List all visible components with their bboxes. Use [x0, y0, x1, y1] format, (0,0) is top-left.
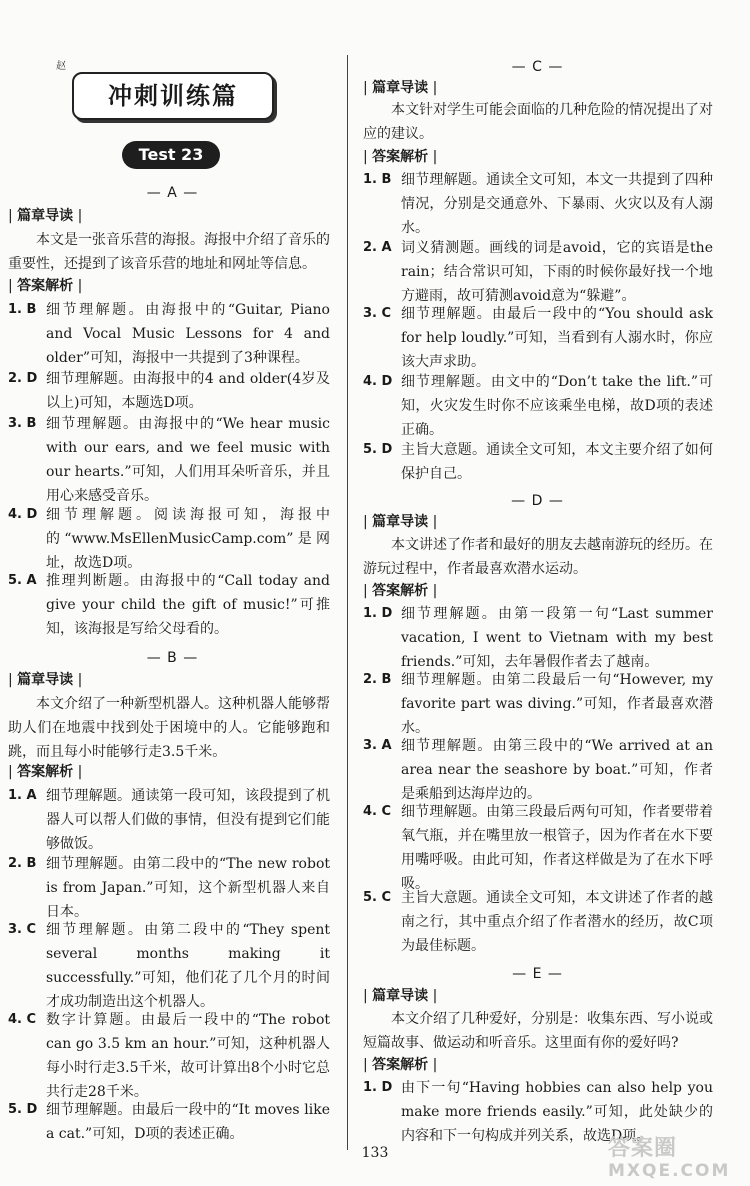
section-b-answers-heading: | 答案解析 | [8, 762, 82, 782]
section-e-guide-text: 本文介绍了几种爱好，分别是：收集东西、写小说或短篇故事、做运动和听音乐。这里面有你的爱好吗? [363, 1011, 713, 1051]
section-d-guide-text: 本文讲述了作者和最好的朋友去越南游玩的经历。在游玩过程中，作者最喜欢潜水运动。 [363, 537, 713, 577]
answer-text: 细节理解题。由最后一段中的“It moves like a cat.”可知，D项的表述正确。 [46, 1102, 330, 1142]
answer-number: 2. D [8, 371, 38, 386]
answer-item [8, 503, 330, 575]
section-e-answers-heading: | 答案解析 | [363, 1055, 437, 1075]
column-divider [347, 55, 348, 1150]
answer-item [363, 302, 713, 374]
answer-text: 细节理解题。通读第一段可知，该段提到了机器人可以帮人们做的事情，但没有提到它们能够做饭。 [46, 788, 330, 852]
answer-text: 细节理解题。由第一段第一句“Last summer vacation, I went to Vietnam with my best friends.”可知，去年暑假作者去了越南。 [401, 606, 713, 670]
answer-text: 数字计算题。由最后一段中的“The robot can go 3.5 km an hour.”可知，这种机器人每小时行走3.5千米，故可计算出8个小时它总共行走28千米。 [46, 1012, 330, 1100]
answer-number: 3. A [363, 738, 392, 753]
answer-number: 1. B [8, 302, 37, 317]
answer-item [363, 168, 713, 240]
section-d-label: — D — [511, 493, 564, 509]
answer-text: 词义猜测题。画线的词是avoid，它的宾语是the rain；结合常识可知，下雨的时候你最好找一个地方避雨，故可猜测avoid意为“躲避”。 [401, 240, 713, 304]
watermark-logo [608, 1138, 730, 1182]
section-c-guide-text: 本文针对学生可能会面临的几种危险的情况提出了对应的建议。 [363, 102, 713, 142]
answer-item [363, 668, 713, 740]
answer-number: 3. C [363, 306, 392, 321]
section-b-guide-heading: | 篇章导读 | [8, 670, 82, 690]
answer-number: 1. B [363, 172, 392, 187]
answer-number: 4. C [363, 804, 392, 819]
answer-text: 细节理解题。通读全文可知，本文一共提到了四种情况，分别是交通意外、下暴雨、火灾以及有人溺水。 [401, 172, 713, 236]
answer-item [363, 734, 713, 806]
answer-text: 推理判断题。由海报中的“Call today and give your child the gift of music!”可推知，该海报是写给父母看的。 [46, 573, 330, 637]
answer-text: 主旨大意题。通读全文可知，本文讲述了作者的越南之行，其中重点介绍了作者潜水的经历，故C项为最佳标题。 [401, 890, 713, 954]
answer-item [8, 1098, 330, 1146]
answer-number: 4. D [363, 374, 393, 389]
answer-text: 细节理解题。由海报中的4 and older(4岁及以上)可知，本题选D项。 [46, 371, 330, 411]
section-b-label: — B — [146, 650, 199, 666]
section-d-guide-heading: | 篇章导读 | [363, 512, 437, 532]
answer-item [8, 1008, 330, 1104]
answer-text: 细节理解题。由海报中的“We hear music with our ears, and we feel music with our hearts.”可知，人们用耳朵听音乐，并且用心来感受音乐。 [46, 416, 330, 504]
answer-number: 1. D [363, 1080, 393, 1095]
answer-number: 2. B [363, 672, 392, 687]
section-e-label: — E — [512, 966, 563, 982]
answer-number: 5. A [8, 573, 37, 588]
answer-item [363, 800, 713, 896]
answer-item [363, 438, 713, 486]
test-badge: Test 23 [122, 141, 220, 169]
answer-number: 4. D [8, 507, 38, 522]
answer-number: 1. A [8, 788, 37, 803]
answer-item [363, 236, 713, 308]
answer-item [363, 602, 713, 674]
answer-item [8, 852, 330, 924]
section-a-guide-text: 本文是一张音乐营的海报。海报中介绍了音乐的重要性，还提到了该音乐营的地址和网址等信息。 [8, 232, 330, 272]
section-title: 冲刺训练篇 [72, 72, 274, 120]
watermark-text: 答案圈 [608, 1136, 678, 1161]
answer-item [8, 569, 330, 641]
section-c-guide-heading: | 篇章导读 | [363, 78, 437, 98]
section-c-label: — C — [511, 59, 564, 75]
answer-number: 2. A [363, 240, 392, 255]
section-b-guide-text: 本文介绍了一种新型机器人。这种机器人能够帮助人们在地震中找到处于困境中的人。它能够跑和跳，而且每小时能够行走3.5千米。 [8, 696, 330, 760]
answer-text: 细节理解题。由最后一段中的“You should ask for help loudly.”可知，当看到有人溺水时，你应该大声求助。 [401, 306, 713, 370]
section-c-answers-heading: | 答案解析 | [363, 147, 437, 167]
page-number: 133 [361, 1145, 389, 1161]
answer-item [8, 412, 330, 508]
answer-number: 5. C [363, 890, 392, 905]
answer-text: 细节理解题。由文中的“Don’t take the lift.”可知，火灾发生时你不应该乘坐电梯，故D项的表述正确。 [401, 374, 713, 438]
section-a-answers-heading: | 答案解析 | [8, 276, 82, 296]
answer-number: 4. C [8, 1012, 37, 1027]
answer-number: 3. C [8, 922, 37, 937]
section-a-label: — A — [146, 185, 199, 201]
answer-item [8, 367, 330, 415]
answer-text: 主旨大意题。通读全文可知，本文主要介绍了如何保护自己。 [401, 442, 713, 482]
section-a-guide-heading: | 篇章导读 | [8, 206, 82, 226]
answer-item [363, 370, 713, 442]
watermark-url: MXQE.COM [608, 1161, 731, 1181]
answer-number: 1. D [363, 606, 393, 621]
answer-text: 细节理解题。由第二段中的“The new robot is from Japan.”可知，这个新型机器人来自日本。 [46, 856, 330, 920]
answer-text: 细节理解题。阅读海报可知，海报中的“www.MsEllenMusicCamp.com”是网址，故选D项。 [46, 507, 330, 571]
answer-text: 细节理解题。由第二段最后一句“However, my favorite part was diving.”可知，作者最喜欢潜水。 [401, 672, 713, 736]
answer-text: 细节理解题。由第二段中的“They spent several months making it successfully.”可知，他们花了几个月的时间才成功制造出这个机器人。 [46, 922, 330, 1010]
section-d-answers-heading: | 答案解析 | [363, 581, 437, 601]
section-e-guide-heading: | 篇章导读 | [363, 986, 437, 1006]
answer-item [8, 918, 330, 1014]
answer-item [8, 784, 330, 856]
answer-number: 3. B [8, 416, 37, 431]
answer-number: 2. B [8, 856, 37, 871]
answer-item [8, 298, 330, 370]
title-decoration: 赵 [56, 61, 66, 72]
answer-number: 5. D [8, 1102, 38, 1117]
answer-text: 细节理解题。由第三段最后两句可知，作者要带着氧气瓶，并在嘴里放一根管子，因为作者在水下要用嘴呼吸。由此可知，作者这样做是为了在水下呼吸。 [401, 804, 713, 892]
answer-text: 由下一句“Having hobbies can also help you make more friends easily.”可知，此处缺少的内容和下一句构成并列关系，故选D项。 [401, 1080, 713, 1144]
answer-item [363, 886, 713, 958]
answer-text: 细节理解题。由第三段中的“We arrived at an area near the seashore by boat.”可知，作者是乘船到达海岸边的。 [401, 738, 713, 802]
answer-text: 细节理解题。由海报中的“Guitar, Piano and Vocal Music Lessons for 4 and older”可知，海报中一共提到了3种课程。 [46, 302, 330, 366]
answer-number: 5. D [363, 442, 393, 457]
